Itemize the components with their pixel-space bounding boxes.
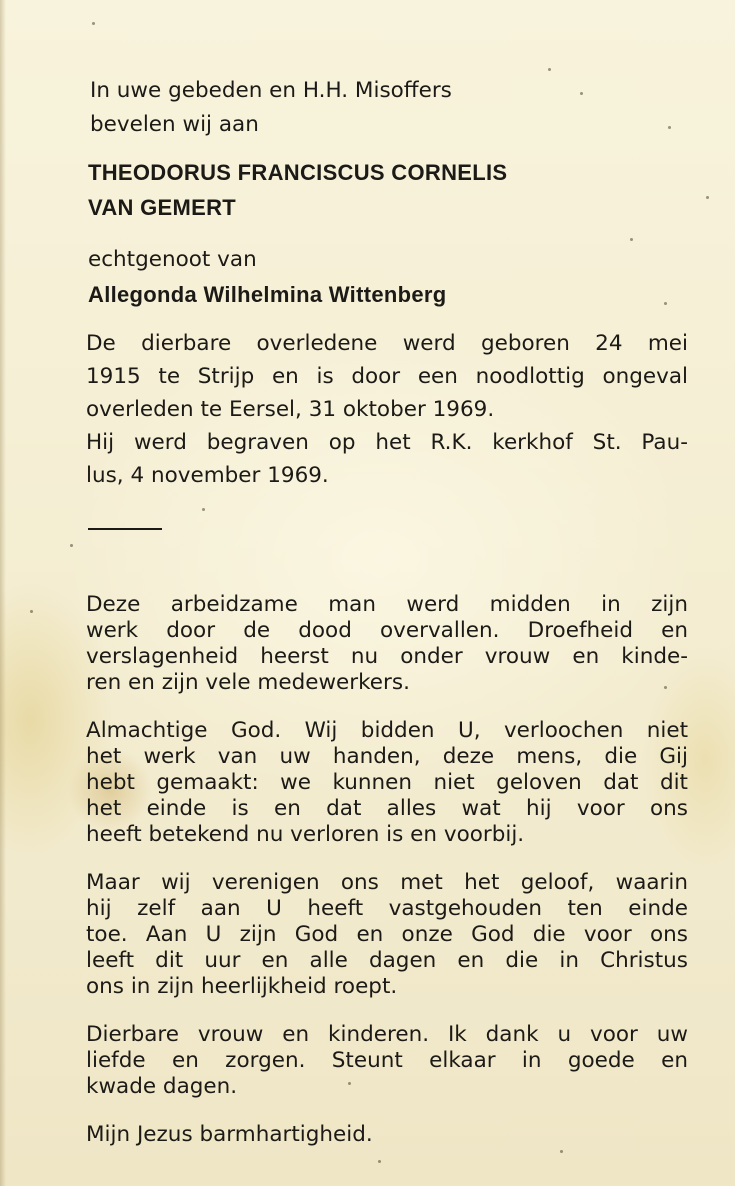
speck [378, 1160, 381, 1163]
biography-line: lus, 4 november 1969. [86, 463, 329, 488]
paragraph-4-line: liefde en zorgen. Steunt elkaar in goede en [86, 1048, 688, 1073]
speck [548, 68, 551, 71]
divider-rule [88, 528, 162, 530]
paragraph-2-line: heeft betekend nu verloren is en voorbij. [86, 822, 525, 847]
speck [30, 610, 33, 613]
speck [706, 196, 709, 199]
paragraph-1-line: Deze arbeidzame man werd midden in zijn [86, 592, 688, 617]
paragraph-3-line: toe. Aan U zijn God en onze God die voor ons [86, 922, 688, 947]
card-edge-shadow [0, 0, 6, 1186]
deceased-name-line-1: THEODORUS FRANCISCUS CORNELIS [88, 160, 508, 185]
paragraph-3-line: ons in zijn heerlijkheid roept. [86, 974, 398, 999]
intro-line-1: In uwe gebeden en H.H. Misoffers [90, 78, 452, 103]
paragraph-3-line: leeft dit uur en alle dagen en die in Christus [86, 948, 688, 973]
biography-line: overleden te Eersel, 31 oktober 1969. [86, 397, 495, 422]
deceased-name-line-2: VAN GEMERT [88, 195, 237, 220]
paragraph-2-line: het werk van uw handen, deze mens, die Gij [86, 744, 688, 769]
biography-line: Hij werd begraven op het R.K. kerkhof St. Pau- [86, 430, 688, 455]
paragraph-3-line: Maar wij verenigen ons met het geloof, waarin [86, 870, 688, 895]
speck [92, 22, 95, 25]
paragraph-1-line: ren en zijn vele medewerkers. [86, 670, 410, 695]
biography-line: 1915 te Strijp en is door een noodlottig ongeval [86, 364, 688, 389]
speck [202, 508, 205, 511]
speck [630, 238, 633, 241]
intro-line-2: bevelen wij aan [90, 112, 259, 137]
closing-prayer: Mijn Jezus barmhartigheid. [86, 1122, 373, 1147]
spouse-name: Allegonda Wilhelmina Wittenberg [88, 282, 447, 307]
paragraph-2-line: Almachtige God. Wij bidden U, verloochen niet [86, 718, 688, 743]
biography-line: De dierbare overledene werd geboren 24 mei [86, 331, 688, 356]
paragraph-2-line: hebt gemaakt: we kunnen niet geloven dat dit [86, 770, 688, 795]
paragraph-4-line: kwade dagen. [86, 1074, 238, 1099]
paragraph-3-line: hij zelf aan U heeft vastgehouden ten einde [86, 896, 688, 921]
paragraph-4-line: Dierbare vrouw en kinderen. Ik dank u voor uw [86, 1022, 688, 1047]
paragraph-1-line: verslagenheid heerst nu onder vrouw en kinde- [86, 644, 688, 669]
paragraph-2-line: het einde is en dat alles wat hij voor ons [86, 796, 688, 821]
paragraph-1-line: werk door de dood overvallen. Droefheid en [86, 618, 688, 643]
spouse-label: echtgenoot van [88, 247, 257, 272]
speck [560, 1150, 563, 1153]
speck [70, 544, 73, 547]
